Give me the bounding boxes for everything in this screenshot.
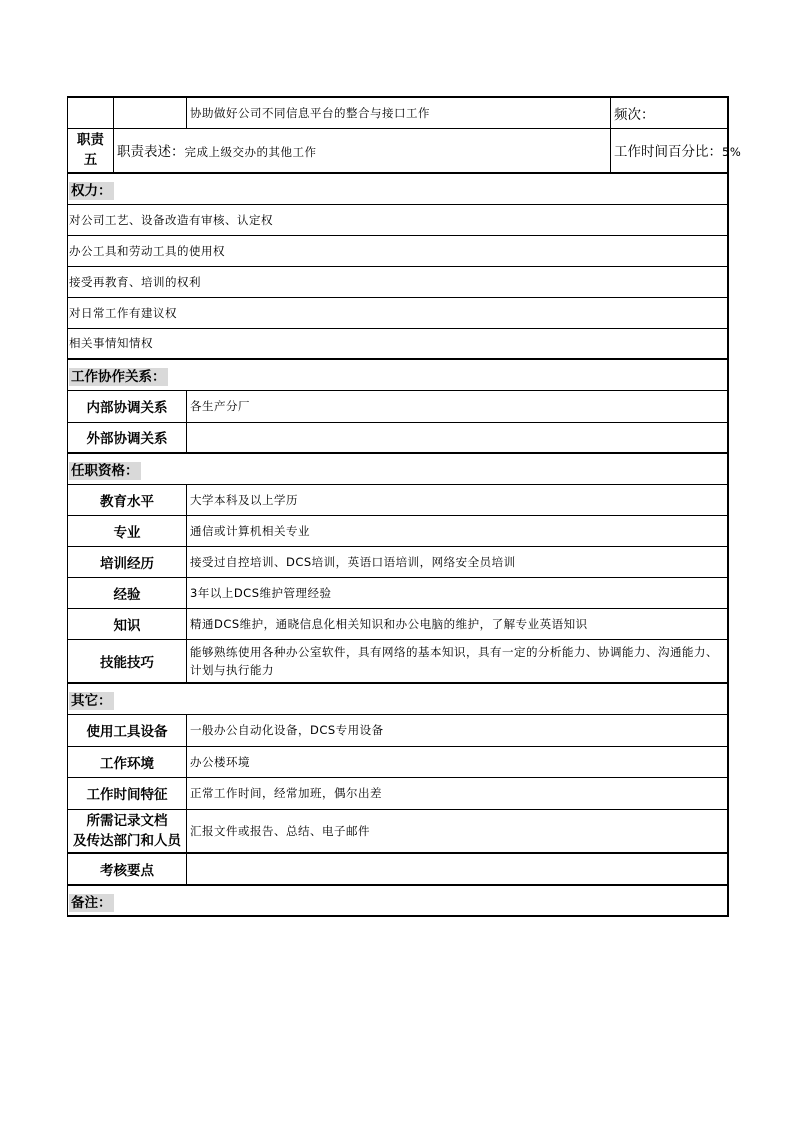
other-header — [68, 683, 728, 714]
other-title: 其它： — [71, 692, 112, 709]
duty-description: 协助做好公司不同信息平台的整合与接口工作 — [187, 97, 611, 128]
authority-row — [68, 204, 728, 235]
work-time-label: 工作时间特征 — [68, 777, 187, 809]
environment-label: 工作环境 — [68, 746, 187, 777]
skills-value: 能够熟练使用各种办公室软件，具有网络的基本知识，具有一定的分析能力、协调能力、沟通能力、计划与执行能力 — [187, 639, 728, 683]
duty-label-cell — [68, 97, 114, 128]
education-label: 教育水平 — [68, 484, 187, 515]
authority-row — [68, 297, 728, 328]
records-label-line2: 及传达部门和人员 — [73, 832, 181, 849]
other-row — [68, 777, 728, 809]
remarks-row — [68, 885, 728, 916]
qualification-row — [68, 639, 728, 683]
assessment-row — [68, 853, 728, 885]
duty-five-desc-prefix: 职责表述： — [117, 144, 185, 161]
authority-item: 相关事情知情权 — [68, 328, 728, 359]
authority-row — [68, 266, 728, 297]
authority-item: 接受再教育、培训的权利 — [68, 266, 728, 297]
relations-row — [68, 422, 728, 453]
other-header-row — [68, 683, 728, 714]
experience-value: 3年以上DCS维护管理经验 — [187, 577, 728, 608]
work-time-value: 正常工作时间，经常加班，偶尔出差 — [187, 777, 728, 809]
percent-value: 5% — [722, 145, 742, 160]
knowledge-label: 知识 — [68, 608, 187, 639]
experience-label: 经验 — [68, 577, 187, 608]
qualification-row — [68, 608, 728, 639]
percent-label: 工作时间百分比： — [614, 144, 722, 161]
relations-title: 工作协作关系： — [71, 368, 166, 385]
relations-header — [68, 359, 728, 390]
tools-label: 使用工具设备 — [68, 714, 187, 746]
job-description-sheet — [67, 96, 742, 917]
assessment-label: 考核要点 — [68, 853, 187, 885]
remarks-title: 备注： — [71, 894, 112, 911]
duty-blank-cell — [114, 97, 187, 128]
authority-item: 对日常工作有建议权 — [68, 297, 728, 328]
qualifications-header-row — [68, 453, 728, 484]
duty-row-5 — [68, 128, 728, 173]
relations-row — [68, 390, 728, 422]
education-value: 大学本科及以上学历 — [187, 484, 728, 515]
major-label: 专业 — [68, 515, 187, 546]
knowledge-value: 精通DCS维护，通晓信息化相关知识和办公电脑的维护，了解专业英语知识 — [187, 608, 728, 639]
internal-relations-value: 各生产分厂 — [187, 390, 728, 422]
qualification-row — [68, 484, 728, 515]
relations-header-row — [68, 359, 728, 390]
other-row — [68, 746, 728, 777]
major-value: 通信或计算机相关专业 — [187, 515, 728, 546]
authority-row — [68, 328, 728, 359]
frequency-label: 频次： — [611, 97, 728, 128]
duty-five-label-line1: 职责 — [77, 132, 104, 149]
tools-value: 一般办公自动化设备，DCS专用设备 — [187, 714, 728, 746]
qualification-row — [68, 577, 728, 608]
authority-header — [68, 173, 728, 204]
authority-title: 权力： — [71, 182, 112, 199]
internal-relations-label: 内部协调关系 — [68, 390, 187, 422]
environment-value: 办公楼环境 — [187, 746, 728, 777]
duty-row-4 — [68, 97, 728, 128]
qualification-row — [68, 515, 728, 546]
authority-header-row — [68, 173, 728, 204]
training-value: 接受过自控培训、DCS培训，英语口语培训，网络安全员培训 — [187, 546, 728, 577]
authority-row — [68, 235, 728, 266]
records-label — [68, 809, 187, 853]
duty-five-label — [68, 128, 114, 173]
job-description-table — [67, 96, 742, 917]
duty-five-label-line2: 五 — [83, 152, 98, 169]
qualifications-header — [68, 453, 728, 484]
other-row — [68, 809, 728, 853]
authority-item: 对公司工艺、设备改造有审核、认定权 — [68, 204, 728, 235]
remarks-header — [68, 885, 728, 916]
external-relations-label: 外部协调关系 — [68, 422, 187, 453]
other-row — [68, 714, 728, 746]
training-label: 培训经历 — [68, 546, 187, 577]
records-value: 汇报文件或报告、总结、电子邮件 — [187, 809, 728, 853]
duty-five-description — [114, 128, 611, 173]
duty-five-percent — [611, 128, 742, 173]
qualification-row — [68, 546, 728, 577]
records-label-line1: 所需记录文档 — [86, 812, 168, 829]
authority-item: 办公工具和劳动工具的使用权 — [68, 235, 728, 266]
duty-five-desc-text: 完成上级交办的其他工作 — [184, 145, 317, 160]
skills-label: 技能技巧 — [68, 639, 187, 683]
assessment-value — [187, 853, 728, 885]
external-relations-value — [187, 422, 728, 453]
qualifications-title: 任职资格： — [71, 462, 139, 479]
